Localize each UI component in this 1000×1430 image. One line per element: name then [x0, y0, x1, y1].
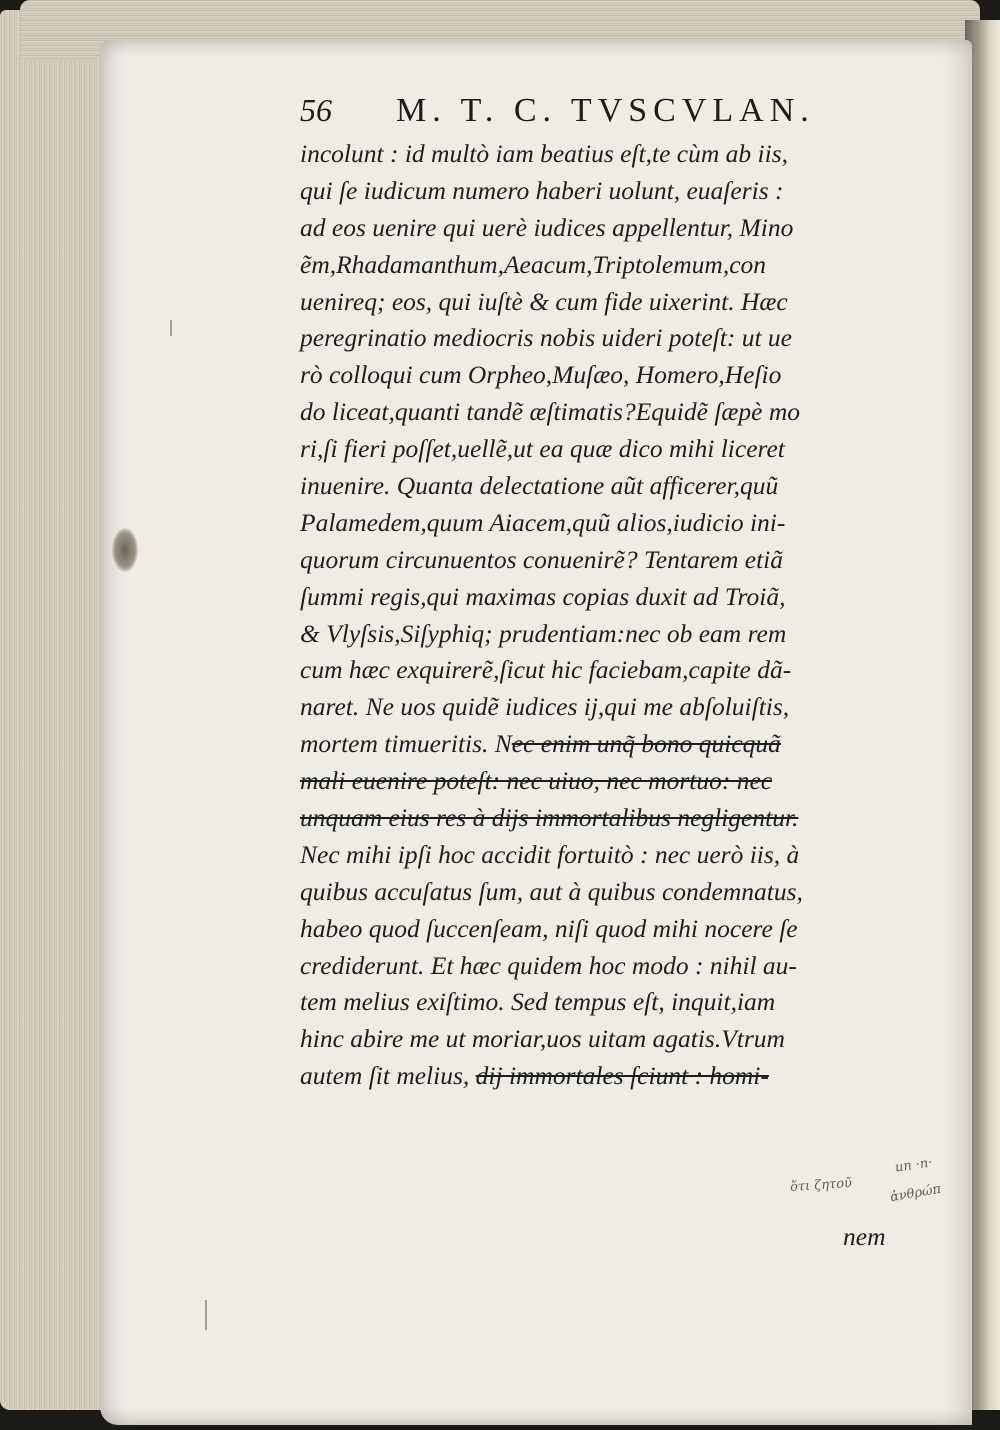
text-line: uenireq; eos, qui iuſtè & cum fide uixerint. Hæc	[300, 286, 788, 316]
page-edges-left	[0, 10, 115, 1410]
text-line: crediderunt. Et hæc quidem hoc modo : nihil au-	[300, 950, 797, 980]
text-line: quorum circunuentos conuenirẽ? Tentarem etiã	[300, 544, 784, 574]
struck-text: dij immortales ſciunt : homi-	[475, 1061, 769, 1091]
text-line: do liceat,quanti tandẽ æſtimatis?Equidẽ ſæpè mo	[300, 397, 801, 427]
text-line: cum hæc exquirerẽ,ſicut hic faciebam,capite dã-	[300, 655, 792, 685]
handwritten-note-text: un ·n·	[894, 1155, 934, 1176]
text-line: naret. Ne uos quidẽ iudices ij,qui me abſoluiſtis,	[300, 692, 790, 722]
text-line: tem melius exiſtimo. Sed tempus eſt, inquit,iam	[300, 987, 776, 1017]
handwritten-note-text: ὅτι ζητοῦ	[789, 1175, 853, 1196]
text-line: Palamedem,quum Aiacem,quũ alios,iudicio ini-	[300, 507, 786, 537]
text-line: incolunt : id multò iam beatius eſt,te cùm ab iis,	[300, 139, 788, 168]
text-line: ẽm,Rhadamanthum,Aeacum,Triptolemum,con	[300, 249, 767, 279]
text-line: habeo quod ſuccenſeam, niſi quod mihi nocere ſe	[300, 913, 798, 943]
text-line: Nec mihi ipſi hoc accidit fortuitò : nec uerò iis, à	[300, 839, 800, 869]
text-line: ri,ſi fieri poſſet,uellẽ,ut ea quæ dico mihi liceret	[300, 434, 785, 464]
text-line: peregrinatio mediocris nobis uideri poteſt: ut ue	[300, 323, 792, 353]
struck-text: ec enim unq̃ bono quicquã	[511, 729, 781, 759]
page-number: 56	[300, 92, 332, 128]
struck-text-line: unquam eius res à dijs immortalibus negligentur.	[300, 803, 799, 833]
margin-mark	[205, 1300, 207, 1330]
text-line-partially-struck	[300, 726, 912, 763]
text-line-partially-struck	[300, 1058, 912, 1095]
handwritten-note-text: ἀνθρώπ	[889, 1181, 943, 1206]
text-line: & Vlyſsis,Siſyphiq; prudentiam:nec ob eam rem	[300, 618, 787, 648]
page-header	[300, 88, 820, 132]
margin-mark	[170, 320, 172, 336]
plain-text: mortem timueritis. N	[300, 729, 512, 759]
text-line: rò colloqui cum Orpheo,Muſæo, Homero,Heſio	[300, 360, 782, 390]
text-line: qui ſe iudicum numero haberi uolunt, euaſeris :	[300, 175, 784, 205]
running-head: M. T. C. TVSCVLAN.	[396, 92, 815, 129]
plain-text: autem ſit melius,	[300, 1061, 476, 1091]
text-line: hinc abire me ut moriar,uos uitam agatis.Vtrum	[300, 1024, 785, 1054]
catchword: nem	[843, 1222, 886, 1251]
text-line: quibus accuſatus ſum, aut à quibus condemnatus,	[300, 876, 803, 906]
text-line: ad eos uenire qui uerè iudices appellentur, Mino	[300, 212, 794, 242]
text-block	[300, 136, 912, 1095]
struck-text-line: mali euenire poteſt: nec uiuo, nec mortuo: nec	[300, 766, 773, 796]
handwritten-marginal-note	[780, 1150, 965, 1210]
paper-stain	[112, 528, 138, 572]
text-line: inuenire. Quanta delectatione aũt afficerer,quũ	[300, 471, 779, 501]
text-line: ſummi regis,qui maximas copias duxit ad Troiã,	[300, 581, 786, 611]
